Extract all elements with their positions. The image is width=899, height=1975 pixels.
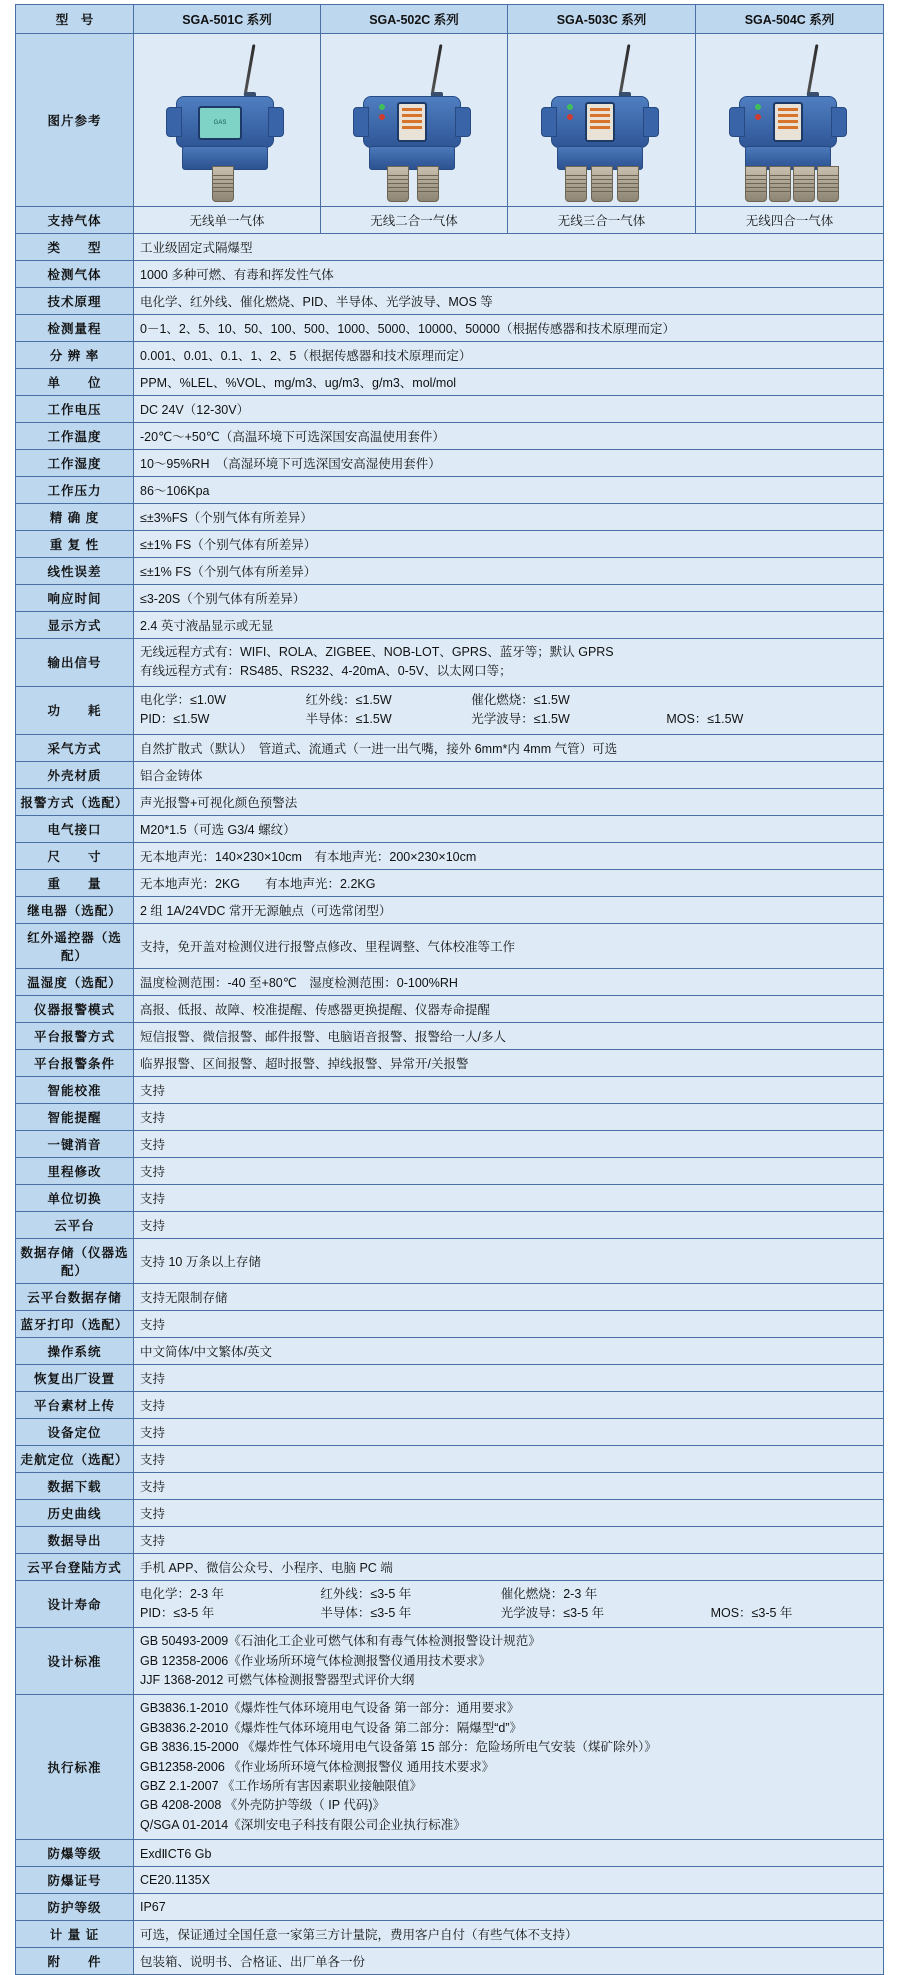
- sensor-probe: [387, 166, 409, 202]
- row-label: 线性误差: [16, 558, 134, 585]
- design-standard-row: [16, 1628, 884, 1695]
- power-mos: MOS：≤1.5W: [666, 712, 744, 727]
- row-label: 分 辨 率: [16, 342, 134, 369]
- row-value: 支持: [134, 1364, 884, 1391]
- row-label: 历史曲线: [16, 1499, 134, 1526]
- model-name-2: SGA-502C 系列: [321, 5, 508, 34]
- green-led-icon: [755, 104, 761, 110]
- sensor-probe: [769, 166, 791, 202]
- supported-gas-2: 无线二合一气体: [321, 207, 508, 234]
- table-row: [16, 815, 884, 842]
- table-row: [16, 923, 884, 968]
- red-led-icon: [755, 114, 761, 120]
- power-consumption-value: [134, 686, 884, 734]
- output-signal-label: 输出信号: [16, 639, 134, 687]
- row-label: 智能校准: [16, 1076, 134, 1103]
- table-row: [16, 734, 884, 761]
- table-row: [16, 1283, 884, 1310]
- table-row: [16, 288, 884, 315]
- row-label: 数据存储（仪器选配）: [16, 1238, 134, 1283]
- table-row: [16, 1894, 884, 1921]
- row-label: 恢复出厂设置: [16, 1364, 134, 1391]
- row-label: 报警方式（选配）: [16, 788, 134, 815]
- row-value: 包装箱、说明书、合格证、出厂单各一份: [134, 1948, 884, 1975]
- execution-standard-line: GB12358-2006 《作业场所环境气体检测报警仪 通用技术要求》: [140, 1759, 495, 1774]
- row-value: 无本地声光：140×230×10cm 有本地声光：200×230×10cm: [134, 842, 884, 869]
- life-catalytic: 催化燃烧：2-3 年: [500, 1586, 598, 1601]
- table-row: [16, 450, 884, 477]
- table-row: [16, 1022, 884, 1049]
- output-signal-row: [16, 639, 884, 687]
- row-label: 云平台登陆方式: [16, 1553, 134, 1580]
- antenna-icon: [431, 44, 443, 96]
- row-value: 支持无限制存储: [134, 1283, 884, 1310]
- table-row: [16, 1553, 884, 1580]
- model-name-1: SGA-501C 系列: [134, 5, 321, 34]
- output-line-1: 无线远程方式有：WIFI、ROLA、ZIGBEE、NOB-LOT、GPRS、蓝牙等；默认 GPRS: [140, 645, 614, 659]
- red-led-icon: [567, 114, 573, 120]
- row-value: 0.001、0.01、0.1、1、2、5（根据传感器和技术原理而定）: [134, 342, 884, 369]
- antenna-icon: [618, 44, 630, 96]
- table-row: [16, 477, 884, 504]
- life-semiconductor: 半导体：≤3-5 年: [320, 1605, 412, 1620]
- table-row: [16, 1472, 884, 1499]
- power-semiconductor: 半导体：≤1.5W: [305, 712, 392, 727]
- row-label: 温湿度（选配）: [16, 968, 134, 995]
- row-label: 防爆证号: [16, 1867, 134, 1894]
- row-label: 继电器（选配）: [16, 896, 134, 923]
- table-row: [16, 1445, 884, 1472]
- row-value: 支持: [134, 1310, 884, 1337]
- model-name-3: SGA-503C 系列: [508, 5, 696, 34]
- row-label: 走航定位（选配）: [16, 1445, 134, 1472]
- row-value: 铝合金铸体: [134, 761, 884, 788]
- design-life-value: [134, 1580, 884, 1628]
- sensor-probe: [417, 166, 439, 202]
- table-row: [16, 968, 884, 995]
- table-row: [16, 842, 884, 869]
- execution-standard-row: [16, 1695, 884, 1840]
- row-value: 1000 多种可燃、有毒和挥发性气体: [134, 261, 884, 288]
- life-pid: PID：≤3-5 年: [140, 1605, 215, 1620]
- row-value: PPM、%LEL、%VOL、mg/m3、ug/m3、g/m3、mol/mol: [134, 369, 884, 396]
- design-standard-line: GB 12358-2006《作业场所环境气体检测报警仪通用技术要求》: [140, 1653, 491, 1668]
- table-row: [16, 1391, 884, 1418]
- row-label: 单位切换: [16, 1184, 134, 1211]
- row-value: 支持: [134, 1526, 884, 1553]
- execution-standard-label: 执行标准: [16, 1695, 134, 1840]
- row-value: CE20.1135X: [134, 1867, 884, 1894]
- row-label: 防爆等级: [16, 1840, 134, 1867]
- row-value: 支持: [134, 1076, 884, 1103]
- device-indicator-panel: [397, 102, 427, 142]
- execution-standard-line: Q/SGA 01-2014《深圳安电子科技有限公司企业执行标准》: [140, 1817, 466, 1832]
- power-infrared: 红外线：≤1.5W: [305, 692, 392, 707]
- life-optical: 光学波导：≤3-5 年: [500, 1605, 605, 1620]
- table-row: [16, 1364, 884, 1391]
- table-row: [16, 1310, 884, 1337]
- supported-gas-4: 无线四合一气体: [696, 207, 884, 234]
- row-label: 精 确 度: [16, 504, 134, 531]
- supported-gas-label: 支持气体: [16, 207, 134, 234]
- row-label: 平台报警方式: [16, 1022, 134, 1049]
- row-value: 中文简体/中文繁体/英文: [134, 1337, 884, 1364]
- row-value: 86～106Kpa: [134, 477, 884, 504]
- row-label: 计 量 证: [16, 1921, 134, 1948]
- table-row: [16, 1184, 884, 1211]
- row-label: 设备定位: [16, 1418, 134, 1445]
- row-label: 附 件: [16, 1948, 134, 1975]
- spec-sheet: [0, 4, 899, 1975]
- power-consumption-label: 功 耗: [16, 686, 134, 734]
- row-label: 一键消音: [16, 1130, 134, 1157]
- sensor-probe: [617, 166, 639, 202]
- table-row: [16, 788, 884, 815]
- row-label: 防护等级: [16, 1894, 134, 1921]
- row-label: 操作系统: [16, 1337, 134, 1364]
- row-label: 显示方式: [16, 612, 134, 639]
- row-value: 2 组 1A/24VDC 常开无源触点（可选常闭型）: [134, 896, 884, 923]
- power-catalytic: 催化燃烧：≤1.5W: [471, 692, 570, 707]
- design-life-row: [16, 1580, 884, 1628]
- image-row: [16, 34, 884, 207]
- green-led-icon: [379, 104, 385, 110]
- product-image-3: [508, 34, 696, 207]
- row-label: 仪器报警模式: [16, 995, 134, 1022]
- device-indicator-panel: [585, 102, 615, 142]
- row-label: 工作电压: [16, 396, 134, 423]
- table-row: [16, 612, 884, 639]
- design-standard-line: JJF 1368-2012 可燃气体检测报警器型式评价大纲: [140, 1673, 415, 1687]
- red-led-icon: [379, 114, 385, 120]
- row-value: 手机 APP、微信公众号、小程序、电脑 PC 端: [134, 1553, 884, 1580]
- row-value: 无本地声光：2KG 有本地声光：2.2KG: [134, 869, 884, 896]
- row-label: 外壳材质: [16, 761, 134, 788]
- row-label: 数据下载: [16, 1472, 134, 1499]
- product-image-4: [696, 34, 884, 207]
- row-label: 重 量: [16, 869, 134, 896]
- product-image-2: [321, 34, 508, 207]
- row-value: 支持，免开盖对检测仪进行报警点修改、里程调整、气体校准等工作: [134, 923, 884, 968]
- row-label: 类 型: [16, 234, 134, 261]
- row-value: -20℃～+50℃（高温环境下可选深国安高温使用套件）: [134, 423, 884, 450]
- row-value: 支持: [134, 1103, 884, 1130]
- row-value: DC 24V（12-30V）: [134, 396, 884, 423]
- row-value: ≤3-20S（个别气体有所差异）: [134, 585, 884, 612]
- execution-standard-value: [134, 1695, 884, 1840]
- image-row-label: 图片参考: [16, 34, 134, 207]
- device-indicator-panel: [773, 102, 803, 142]
- row-label: 技术原理: [16, 288, 134, 315]
- row-label: 重 复 性: [16, 531, 134, 558]
- device-base: [369, 146, 455, 170]
- life-electrochemical: 电化学：2-3 年: [140, 1586, 225, 1601]
- table-row: [16, 261, 884, 288]
- model-name-4: SGA-504C 系列: [696, 5, 884, 34]
- power-optical: 光学波导：≤1.5W: [471, 712, 570, 727]
- row-label: 平台素材上传: [16, 1391, 134, 1418]
- output-line-2: 有线远程方式有：RS485、RS232、4-20mA、0-5V、以太网口等；: [140, 664, 512, 679]
- table-row: [16, 1418, 884, 1445]
- row-label: 云平台: [16, 1211, 134, 1238]
- table-row: [16, 1921, 884, 1948]
- execution-standard-line: GB3836.1-2010《爆炸性气体环境用电气设备 第一部分：通用要求》: [140, 1701, 520, 1716]
- specification-table: [15, 4, 884, 1975]
- row-label: 电气接口: [16, 815, 134, 842]
- table-row: [16, 1499, 884, 1526]
- row-label: 云平台数据存储: [16, 1283, 134, 1310]
- row-value: 支持: [134, 1418, 884, 1445]
- row-value: 支持: [134, 1445, 884, 1472]
- supported-gas-1: 无线单一气体: [134, 207, 321, 234]
- design-life-label: 设计寿命: [16, 1580, 134, 1628]
- table-row: [16, 1211, 884, 1238]
- row-value: 声光报警+可视化颜色预警法: [134, 788, 884, 815]
- sensor-probe: [793, 166, 815, 202]
- sensor-probe: [212, 166, 234, 202]
- execution-standard-line: GBZ 2.1-2007 《工作场所有害因素职业接触限值》: [140, 1778, 422, 1793]
- table-row: [16, 995, 884, 1022]
- antenna-icon: [806, 44, 818, 96]
- row-value: 高报、低报、故障、校准提醒、传感器更换提醒、仪器寿命提醒: [134, 995, 884, 1022]
- table-row: [16, 504, 884, 531]
- table-row: [16, 396, 884, 423]
- row-value: 支持: [134, 1184, 884, 1211]
- row-value: M20*1.5（可选 G3/4 螺纹）: [134, 815, 884, 842]
- row-value: 支持: [134, 1130, 884, 1157]
- power-electrochemical: 电化学：≤1.0W: [140, 692, 227, 707]
- row-value: 10～95%RH （高湿环境下可选深国安高湿使用套件）: [134, 450, 884, 477]
- sensor-probe: [591, 166, 613, 202]
- screen-text: GAS: [213, 120, 227, 126]
- row-value: 工业级固定式隔爆型: [134, 234, 884, 261]
- row-label: 响应时间: [16, 585, 134, 612]
- table-row: [16, 1948, 884, 1975]
- row-value: 可选，保证通过全国任意一家第三方计量院，费用客户自付（有些气体不支持）: [134, 1921, 884, 1948]
- row-value: 0－1、2、5、10、50、100、500、1000、5000、10000、50000（根据传感器和技术原理而定）: [134, 315, 884, 342]
- header-label: 型 号: [16, 5, 134, 34]
- product-image-1: [134, 34, 321, 207]
- table-row: [16, 1867, 884, 1894]
- row-value: 支持: [134, 1499, 884, 1526]
- green-led-icon: [567, 104, 573, 110]
- table-row: [16, 1076, 884, 1103]
- table-header-row: [16, 5, 884, 34]
- row-value: 2.4 英寸液晶显示或无显: [134, 612, 884, 639]
- table-row: [16, 1049, 884, 1076]
- output-signal-value: [134, 639, 884, 687]
- power-pid: PID：≤1.5W: [140, 712, 210, 727]
- table-row: [16, 1103, 884, 1130]
- supported-gas-row: [16, 207, 884, 234]
- table-row: [16, 1840, 884, 1867]
- sensor-probe: [565, 166, 587, 202]
- execution-standard-line: GB3836.2-2010《爆炸性气体环境用电气设备 第二部分：隔爆型“d”》: [140, 1720, 523, 1735]
- row-label: 里程修改: [16, 1157, 134, 1184]
- table-row: [16, 234, 884, 261]
- row-value: 支持 10 万条以上存储: [134, 1238, 884, 1283]
- row-value: ≤±3%FS（个别气体有所差异）: [134, 504, 884, 531]
- row-value: 温度检测范围：-40 至+80℃ 湿度检测范围：0-100%RH: [134, 968, 884, 995]
- row-value: 自然扩散式（默认） 管道式、流通式（一进一出气嘴，接外 6mm*内 4mm 气管）可选: [134, 734, 884, 761]
- row-value: 电化学、红外线、催化燃烧、PID、半导体、光学波导、MOS 等: [134, 288, 884, 315]
- table-row: [16, 761, 884, 788]
- row-value: ExdⅡCT6 Gb: [134, 1840, 884, 1867]
- table-row: [16, 1526, 884, 1553]
- row-label: 蓝牙打印（选配）: [16, 1310, 134, 1337]
- table-row: [16, 1157, 884, 1184]
- row-label: 红外遥控器（选配）: [16, 923, 134, 968]
- life-mos: MOS：≤3-5 年: [710, 1605, 793, 1620]
- table-row: [16, 342, 884, 369]
- design-standard-label: 设计标准: [16, 1628, 134, 1695]
- table-row: [16, 369, 884, 396]
- antenna-icon: [244, 44, 256, 96]
- table-row: [16, 558, 884, 585]
- table-row: [16, 1337, 884, 1364]
- row-label: 工作压力: [16, 477, 134, 504]
- table-row: [16, 1130, 884, 1157]
- row-value: 临界报警、区间报警、超时报警、掉线报警、异常开/关报警: [134, 1049, 884, 1076]
- row-value: 支持: [134, 1391, 884, 1418]
- table-row: [16, 531, 884, 558]
- table-row: [16, 869, 884, 896]
- table-row: [16, 315, 884, 342]
- life-infrared: 红外线：≤3-5 年: [320, 1586, 412, 1601]
- design-standard-value: [134, 1628, 884, 1695]
- execution-standard-line: GB 4208-2008 《外壳防护等级（ IP 代码)》: [140, 1798, 385, 1813]
- row-value: 支持: [134, 1157, 884, 1184]
- row-label: 尺 寸: [16, 842, 134, 869]
- table-row: [16, 585, 884, 612]
- table-row: [16, 1238, 884, 1283]
- table-row: [16, 896, 884, 923]
- row-value: 支持: [134, 1472, 884, 1499]
- row-value: 支持: [134, 1211, 884, 1238]
- row-label: 数据导出: [16, 1526, 134, 1553]
- row-label: 检测量程: [16, 315, 134, 342]
- row-label: 采气方式: [16, 734, 134, 761]
- table-row: [16, 423, 884, 450]
- row-label: 智能提醒: [16, 1103, 134, 1130]
- device-screen: [198, 106, 242, 140]
- row-value: IP67: [134, 1894, 884, 1921]
- row-value: 短信报警、微信报警、邮件报警、电脑语音报警、报警给一人/多人: [134, 1022, 884, 1049]
- power-consumption-row: [16, 686, 884, 734]
- design-standard-line: GB 50493-2009《石油化工企业可燃气体和有毒气体检测报警设计规范》: [140, 1634, 541, 1649]
- row-label: 单 位: [16, 369, 134, 396]
- supported-gas-3: 无线三合一气体: [508, 207, 696, 234]
- row-label: 工作湿度: [16, 450, 134, 477]
- row-label: 工作温度: [16, 423, 134, 450]
- sensor-probe: [817, 166, 839, 202]
- sensor-probe: [745, 166, 767, 202]
- row-label: 平台报警条件: [16, 1049, 134, 1076]
- row-value: ≤±1% FS（个别气体有所差异）: [134, 558, 884, 585]
- row-value: ≤±1% FS（个别气体有所差异）: [134, 531, 884, 558]
- execution-standard-line: GB 3836.15-2000 《爆炸性气体环境用电气设备第 15 部分：危险场所电气安装（煤矿除外）》: [140, 1740, 657, 1755]
- row-label: 检测气体: [16, 261, 134, 288]
